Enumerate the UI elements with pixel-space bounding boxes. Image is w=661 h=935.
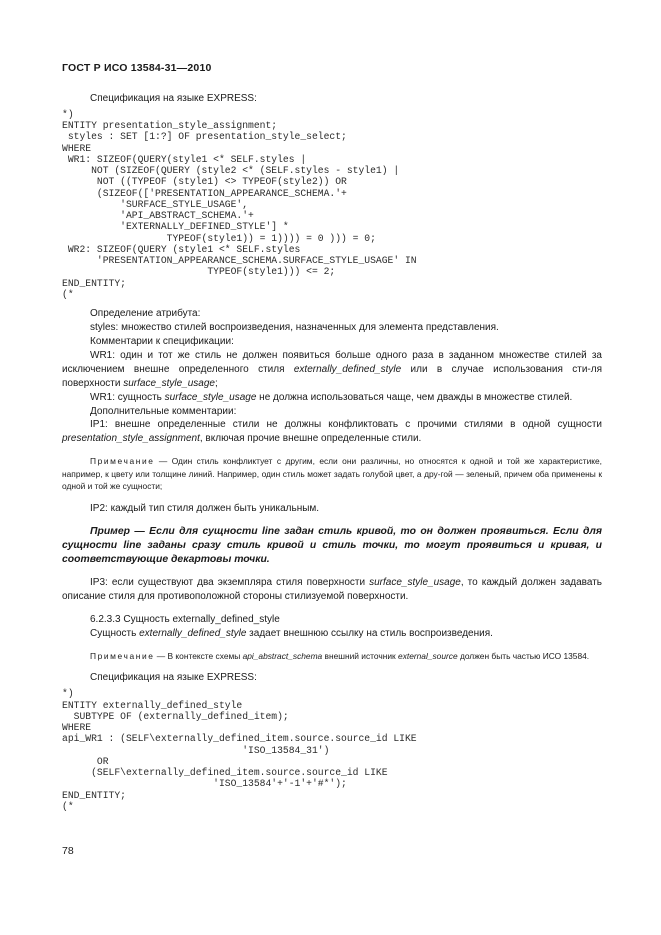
text-run: внешний источник [322,650,399,661]
text-run: IP3: если существуют два экземпляра стиля поверхности [90,577,370,589]
text-run: Сущность [90,627,140,639]
code-line: 'ISO_13584'+'-1'+'#*'); [62,778,347,790]
code-line: WR1: SIZEOF(QUERY(style1 <* SELF.styles | [62,153,307,165]
code-line: 'EXTERNALLY_DEFINED_STYLE'] * [62,221,289,233]
note-text [154,651,589,661]
section-title: 6.2.3.3 Сущность externally_defined_style [90,614,280,626]
note-conflict [62,455,602,493]
text-run: — В контексте схемы [154,650,243,661]
attribute-styles-definition: styles: множество стилей воспроизведения, назначенных для элемента представления. [90,322,499,334]
code-line: api_WR1 : (SELF\externally_defined_item.source.source_id LIKE [62,733,417,745]
code-line: *) [62,108,74,120]
text-run: , то каждый должен задавать описание стиля для противоположной стороны стилизуемой поверхности. [62,577,602,603]
text-run: задает внешнюю ссылку на стиль воспроизведения. [246,627,493,639]
page-header-title: ГОСТ Р ИСО 13584-31—2010 [62,62,212,74]
note-text: — Один стиль конфликтует с другим, если они различны, но относятся к одной и той же характеристике, например, к цвету или толщине линий. Например, один стиль может задать голубой цвет, а дру-гой — зеленый, причем оба применены к одной и той же сущности; [62,456,602,492]
ip1-comment [62,418,602,446]
code-line: (* [62,800,74,812]
code-line: ENTITY presentation_style_assignment; [62,120,278,132]
wr1-comment [62,349,602,391]
note-label: Примечание [90,650,155,661]
code-line: OR [62,755,109,767]
italic-term: external_source [398,650,458,661]
code-line: (SIZEOF(['PRESENTATION_APPEARANCE_SCHEMA.'+ [62,187,347,199]
code-line: WHERE [62,722,92,734]
italic-term: presentation_style_assignment [62,433,200,445]
note-label: Примечание [90,456,155,467]
express-code-block [62,688,602,812]
code-line: 'SURFACE_STYLE_USAGE', [62,198,249,210]
example-paragraph: Пример — Если для сущности line задан стиль кривой, то он должен проявиться. Если для сущности line заданы сразу стиль кривой и стиль точки, то могут проявиться и кривая, и соответствующие декартовы точки. [62,525,602,566]
spec-heading: Спецификация на языке EXPRESS: [90,672,257,684]
wr1-comment-usage [62,391,602,405]
code-line: 'PRESENTATION_APPEARANCE_SCHEMA.SURFACE_STYLE_USAGE' IN [62,255,417,267]
text-run: WR1: один и тот же стиль не должен появиться больше одного раза в заданном множестве стилей за исключением внешне определенного стиля [62,349,602,375]
code-line: TYPEOF(style1))) <= 2; [62,266,336,278]
spec-heading: Спецификация на языке EXPRESS: [90,93,257,104]
text-run: не должна использоваться чаще, чем дважды в множестве стилей. [256,391,573,403]
text-run: или в случае использования сти-ля поверхности [62,363,602,389]
italic-term: surface_style_usage [164,391,257,403]
express-code-block [62,109,602,300]
ip3-comment [62,576,602,604]
italic-term: api_abstract_schema [242,650,323,661]
code-line: WHERE [62,142,92,154]
italic-term: externally_defined_style [293,363,402,375]
code-line: NOT ((TYPEOF (style1) <> TYPEOF(style2)) OR [62,176,347,188]
code-line: 'ISO_13584_31') [62,744,330,756]
code-line: ENTITY externally_defined_style [62,699,243,711]
note-external-source [62,650,602,663]
code-line: (* [62,288,74,300]
code-line: WR2: SIZEOF(QUERY (style1 <* SELF.styles [62,243,301,255]
text-run: , включая прочие внешне определенные стили. [199,433,422,445]
attribute-definition-heading: Определение атрибута: [90,308,201,320]
code-line: (SELF\externally_defined_item.source.source_id LIKE [62,767,388,779]
text-run: IP1: внешне определенные стили не должны конфликтовать с прочими стилями в одной сущности [90,419,602,431]
code-line: NOT (SIZEOF(QUERY (style2 <* (SELF.styles - style1) | [62,165,400,177]
text-run: ; [214,377,218,389]
page-number: 78 [62,845,74,857]
extra-comments-heading: Дополнительные комментарии: [90,405,237,417]
section-description [62,627,602,641]
page-content [62,92,602,812]
spec-comments-heading: Комментарии к спецификации: [90,335,234,347]
ip2-comment: IP2: каждый тип стиля должен быть уникальным. [90,502,320,514]
text-run: WR1: сущность [90,391,165,403]
code-line: END_ENTITY; [62,277,126,289]
italic-term: surface_style_usage [369,577,461,589]
code-line: TYPEOF(style1)) = 1)))) = 0 ))) = 0; [62,232,376,244]
text-run: должен быть частью ИСО 13584. [457,650,590,661]
code-line: END_ENTITY; [62,789,126,801]
italic-term: surface_style_usage [123,377,215,389]
code-line: *) [62,688,74,700]
italic-term: externally_defined_style [139,627,247,639]
code-line: 'API_ABSTRACT_SCHEMA.'+ [62,210,254,222]
code-line: SUBTYPE OF (externally_defined_item); [62,710,289,722]
code-line: styles : SET [1:?] OF presentation_style_select; [62,131,347,143]
